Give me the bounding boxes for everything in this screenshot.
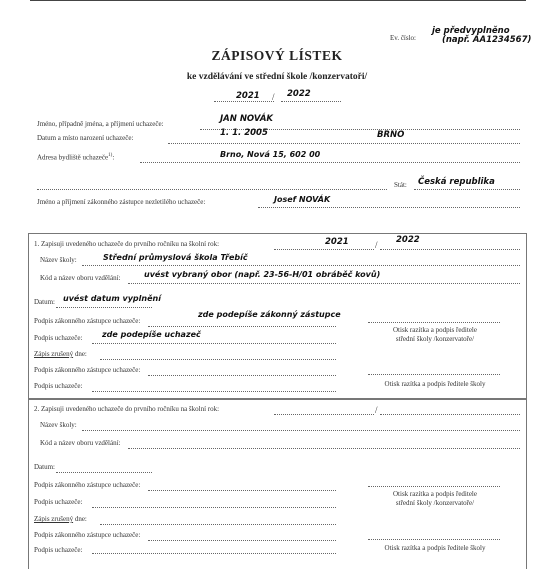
s2-cancel-guardian-label: Podpis zákonného zástupce uchazeče: xyxy=(34,531,141,539)
s1-field-label: Kód a název oboru vzdělání: xyxy=(40,274,121,282)
guardian-dots xyxy=(258,207,520,208)
s2-guardian-sig-dots xyxy=(148,490,336,491)
s1-date-value: uvést datum vyplnění xyxy=(63,294,161,303)
s1-stamp-line2: střední školy /konzervatoře/ xyxy=(395,335,475,343)
ev-value xyxy=(432,27,531,45)
s1-cancel-applicant-dots xyxy=(92,391,336,392)
ev-value-line2: (např. AA1234567) xyxy=(442,35,532,45)
s2-stamp-caption xyxy=(358,490,512,508)
s1-school-dots xyxy=(82,265,520,266)
guardian-label: Jméno a příjmení zákonného zástupce nezletilého uchazeče: xyxy=(37,198,206,206)
school-year-dots-b xyxy=(281,101,341,102)
s2-cancel-text: Zápis zrušený xyxy=(34,515,74,523)
s1-field-dots xyxy=(128,283,520,284)
s1-applicant-sig-value: zde podepíše uchazeč xyxy=(102,330,201,339)
school-year-from: 2021 xyxy=(236,91,260,101)
s1-stamp2-caption: Otisk razítka a podpis ředitele školy xyxy=(384,380,486,388)
s2-stamp2-dots xyxy=(368,539,500,540)
s2-guardian-sig-label: Podpis zákonného zástupce uchazeče: xyxy=(34,481,141,489)
state-dots xyxy=(414,189,520,190)
s1-cancel-suffix: dne: xyxy=(73,350,87,358)
s1-cancel-guardian-label: Podpis zákonného zástupce uchazeče: xyxy=(34,366,141,374)
s1-guardian-sig-dots xyxy=(148,326,336,327)
address-footnote: 1) xyxy=(108,153,113,158)
s1-guardian-sig-label: Podpis zákonného zástupce uchazeče: xyxy=(34,317,141,325)
address-dots xyxy=(140,162,520,163)
s1-enroll-label: 1. Zapisuji uvedeného uchazeče do prvního ročníku na školní rok: xyxy=(34,240,220,248)
s1-year-to: 2022 xyxy=(396,235,420,245)
s1-stamp-caption xyxy=(358,326,512,344)
s2-stamp-line2: střední školy /konzervatoře/ xyxy=(395,499,475,507)
birth-dots xyxy=(168,143,520,144)
s2-cancel-dots xyxy=(100,524,336,525)
s2-year-dots-b xyxy=(380,414,520,415)
s1-year-from: 2021 xyxy=(325,237,349,247)
school-year-to: 2022 xyxy=(287,89,311,99)
s2-stamp-dots xyxy=(368,486,500,487)
s1-date-dots xyxy=(56,307,152,308)
address-label-text: Adresa bydliště uchazeče xyxy=(37,153,109,162)
state-label: Stát: xyxy=(394,181,407,189)
s1-applicant-sig-label: Podpis uchazeče: xyxy=(34,334,83,342)
s2-year-dots-a xyxy=(274,414,374,415)
s1-cancel-text: Zápis zrušený xyxy=(34,350,74,358)
s1-guardian-sig-value: zde podepíše zákonný zástupce xyxy=(198,310,341,319)
birth-label: Datum a místo narození uchazeče: xyxy=(37,134,134,142)
s2-field-dots xyxy=(128,448,520,449)
guardian-value: Josef NOVÁK xyxy=(274,195,331,204)
page-title: ZÁPISOVÝ LÍSTEK xyxy=(211,48,343,63)
s1-applicant-sig-dots xyxy=(92,343,336,344)
s2-applicant-sig-dots xyxy=(92,507,336,508)
s1-field-value: uvést vybraný obor (např. 23-56-H/01 obráběč kovů) xyxy=(144,270,381,279)
s1-cancel-label xyxy=(34,350,87,358)
s2-stamp2-caption: Otisk razítka a podpis ředitele školy xyxy=(384,544,486,552)
s1-year-dots-b xyxy=(380,249,520,250)
s1-cancel-guardian-dots xyxy=(148,375,336,376)
school-year-sep: / xyxy=(272,92,275,102)
s2-school-label: Název školy: xyxy=(40,421,77,429)
s2-year-sep: / xyxy=(375,405,378,415)
address-label xyxy=(37,153,114,161)
s2-school-dots xyxy=(82,430,520,431)
s2-date-label: Datum: xyxy=(34,463,55,471)
state-value: Česká republika xyxy=(418,177,495,187)
birth-date-value: 1. 1. 2005 xyxy=(220,128,268,138)
s1-school-label: Název školy: xyxy=(40,256,77,264)
applicant-name-value: JAN NOVÁK xyxy=(220,114,274,124)
s2-field-label: Kód a název oboru vzdělání: xyxy=(40,439,121,447)
address-value: Brno, Nová 15, 602 00 xyxy=(220,150,321,159)
s1-stamp-dots xyxy=(368,322,500,323)
s2-stamp-line1: Otisk razítka a podpis ředitele xyxy=(393,490,477,498)
s2-enroll-label: 2. Zapisuji uvedeného uchazeče do prvního ročníku na školní rok: xyxy=(34,405,220,413)
s1-stamp2-dots xyxy=(368,374,500,375)
s1-year-sep: / xyxy=(375,240,378,250)
address-colon: : xyxy=(112,153,115,162)
s2-date-dots xyxy=(56,472,152,473)
top-border xyxy=(30,0,526,1)
ev-value-line1: je předvyplněno xyxy=(432,26,510,36)
applicant-name-label: Jméno, případně jména, a příjmení uchazeče: xyxy=(37,120,164,128)
s1-cancel-dots xyxy=(100,359,336,360)
s1-date-label: Datum: xyxy=(34,298,55,306)
s2-cancel-applicant-label: Podpis uchazeče: xyxy=(34,546,83,554)
birth-place-value: BRNO xyxy=(377,130,405,140)
s1-school-value: Střední průmyslová škola Třebíč xyxy=(103,253,248,262)
address-line2-dots xyxy=(37,189,387,190)
s1-cancel-applicant-label: Podpis uchazeče: xyxy=(34,382,83,390)
s2-applicant-sig-label: Podpis uchazeče: xyxy=(34,498,83,506)
page-subtitle: ke vzdělávání ve střední škole /konzervatoři/ xyxy=(186,72,368,82)
ev-label: Ev. číslo: xyxy=(390,34,416,42)
school-year-dots-a xyxy=(214,101,274,102)
s2-cancel-label xyxy=(34,515,87,523)
s1-stamp-line1: Otisk razítka a podpis ředitele xyxy=(393,326,477,334)
s2-cancel-guardian-dots xyxy=(148,540,336,541)
s1-year-dots-a xyxy=(274,249,374,250)
s2-cancel-suffix: dne: xyxy=(73,515,87,523)
